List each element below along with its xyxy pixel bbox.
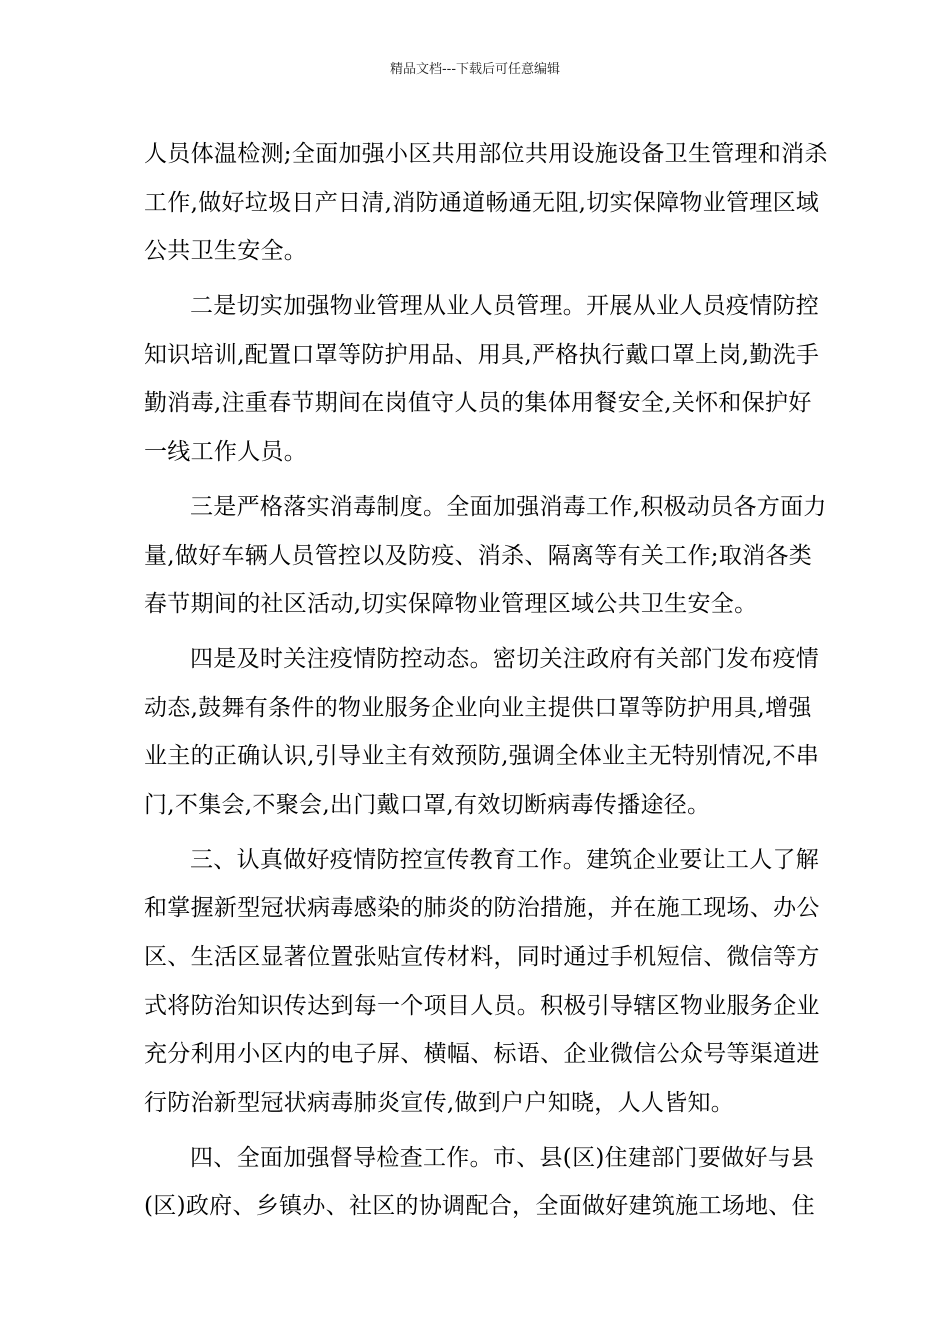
body-line: 二是切实加强物业管理从业人员管理。开展从业人员疫情防控 xyxy=(190,293,820,320)
document-body xyxy=(144,130,828,1231)
body-line: 量,做好车辆人员管控以及防疫、消杀、隔离等有关工作;取消各类 xyxy=(144,542,813,569)
body-line: 四是及时关注疫情防控动态。密切关注政府有关部门发布疫情 xyxy=(190,645,820,672)
body-line: 知识培训,配置口罩等防护用品、用具,严格执行戴口罩上岗,勤洗手 xyxy=(144,341,820,368)
body-line: 充分利用小区内的电子屏、横幅、标语、企业微信公众号等渠道进 xyxy=(144,1041,820,1068)
body-line: 行防治新型冠状病毒肺炎宣传,做到户户知晓，人人皆知。 xyxy=(144,1090,735,1117)
body-line: 三、认真做好疫情防控宣传教育工作。建筑企业要让工人了解 xyxy=(190,846,820,873)
body-line: 人员体温检测;全面加强小区共用部位共用设施设备卫生管理和消杀 xyxy=(144,141,828,167)
body-line: 工作,做好垃圾日产日清,消防通道畅通无阻,切实保障物业管理区域 xyxy=(144,189,820,216)
body-line: 勤消毒,注重春节期间在岗值守人员的集体用餐安全,关怀和保护好 xyxy=(144,390,812,417)
body-line: 三是严格落实消毒制度。全面加强消毒工作,积极动员各方面力 xyxy=(190,493,827,520)
body-line: 区、生活区显著位置张贴宣传材料，同时通过手机短信、微信等方 xyxy=(144,944,820,970)
body-line: 门,不集会,不聚会,出门戴口罩,有效切断病毒传播途径。 xyxy=(144,791,711,818)
body-line: 动态,鼓舞有条件的物业服务企业向业主提供口罩等防护用具,增强 xyxy=(144,694,812,721)
body-line: 和掌握新型冠状病毒感染的肺炎的防治措施，并在施工现场、办公 xyxy=(144,895,820,922)
body-line: 春节期间的社区活动,切实保障物业管理区域公共卫生安全。 xyxy=(144,591,758,618)
body-line: 一线工作人员。 xyxy=(144,439,308,466)
body-line: 公共卫生安全。 xyxy=(144,238,308,265)
body-line: 四、全面加强督导检查工作。市、县(区)住建部门要做好与县 xyxy=(190,1144,815,1171)
body-line: 式将防治知识传达到每一个项目人员。积极引导辖区物业服务企业 xyxy=(144,992,820,1019)
body-line: 业主的正确认识,引导业主有效预防,强调全体业主无特别情况,不串 xyxy=(144,743,820,770)
page-header: 精品文档---下载后可任意编辑 xyxy=(389,62,561,77)
body-line: (区)政府、乡镇办、社区的协调配合，全面做好建筑施工场地、住 xyxy=(144,1193,815,1220)
